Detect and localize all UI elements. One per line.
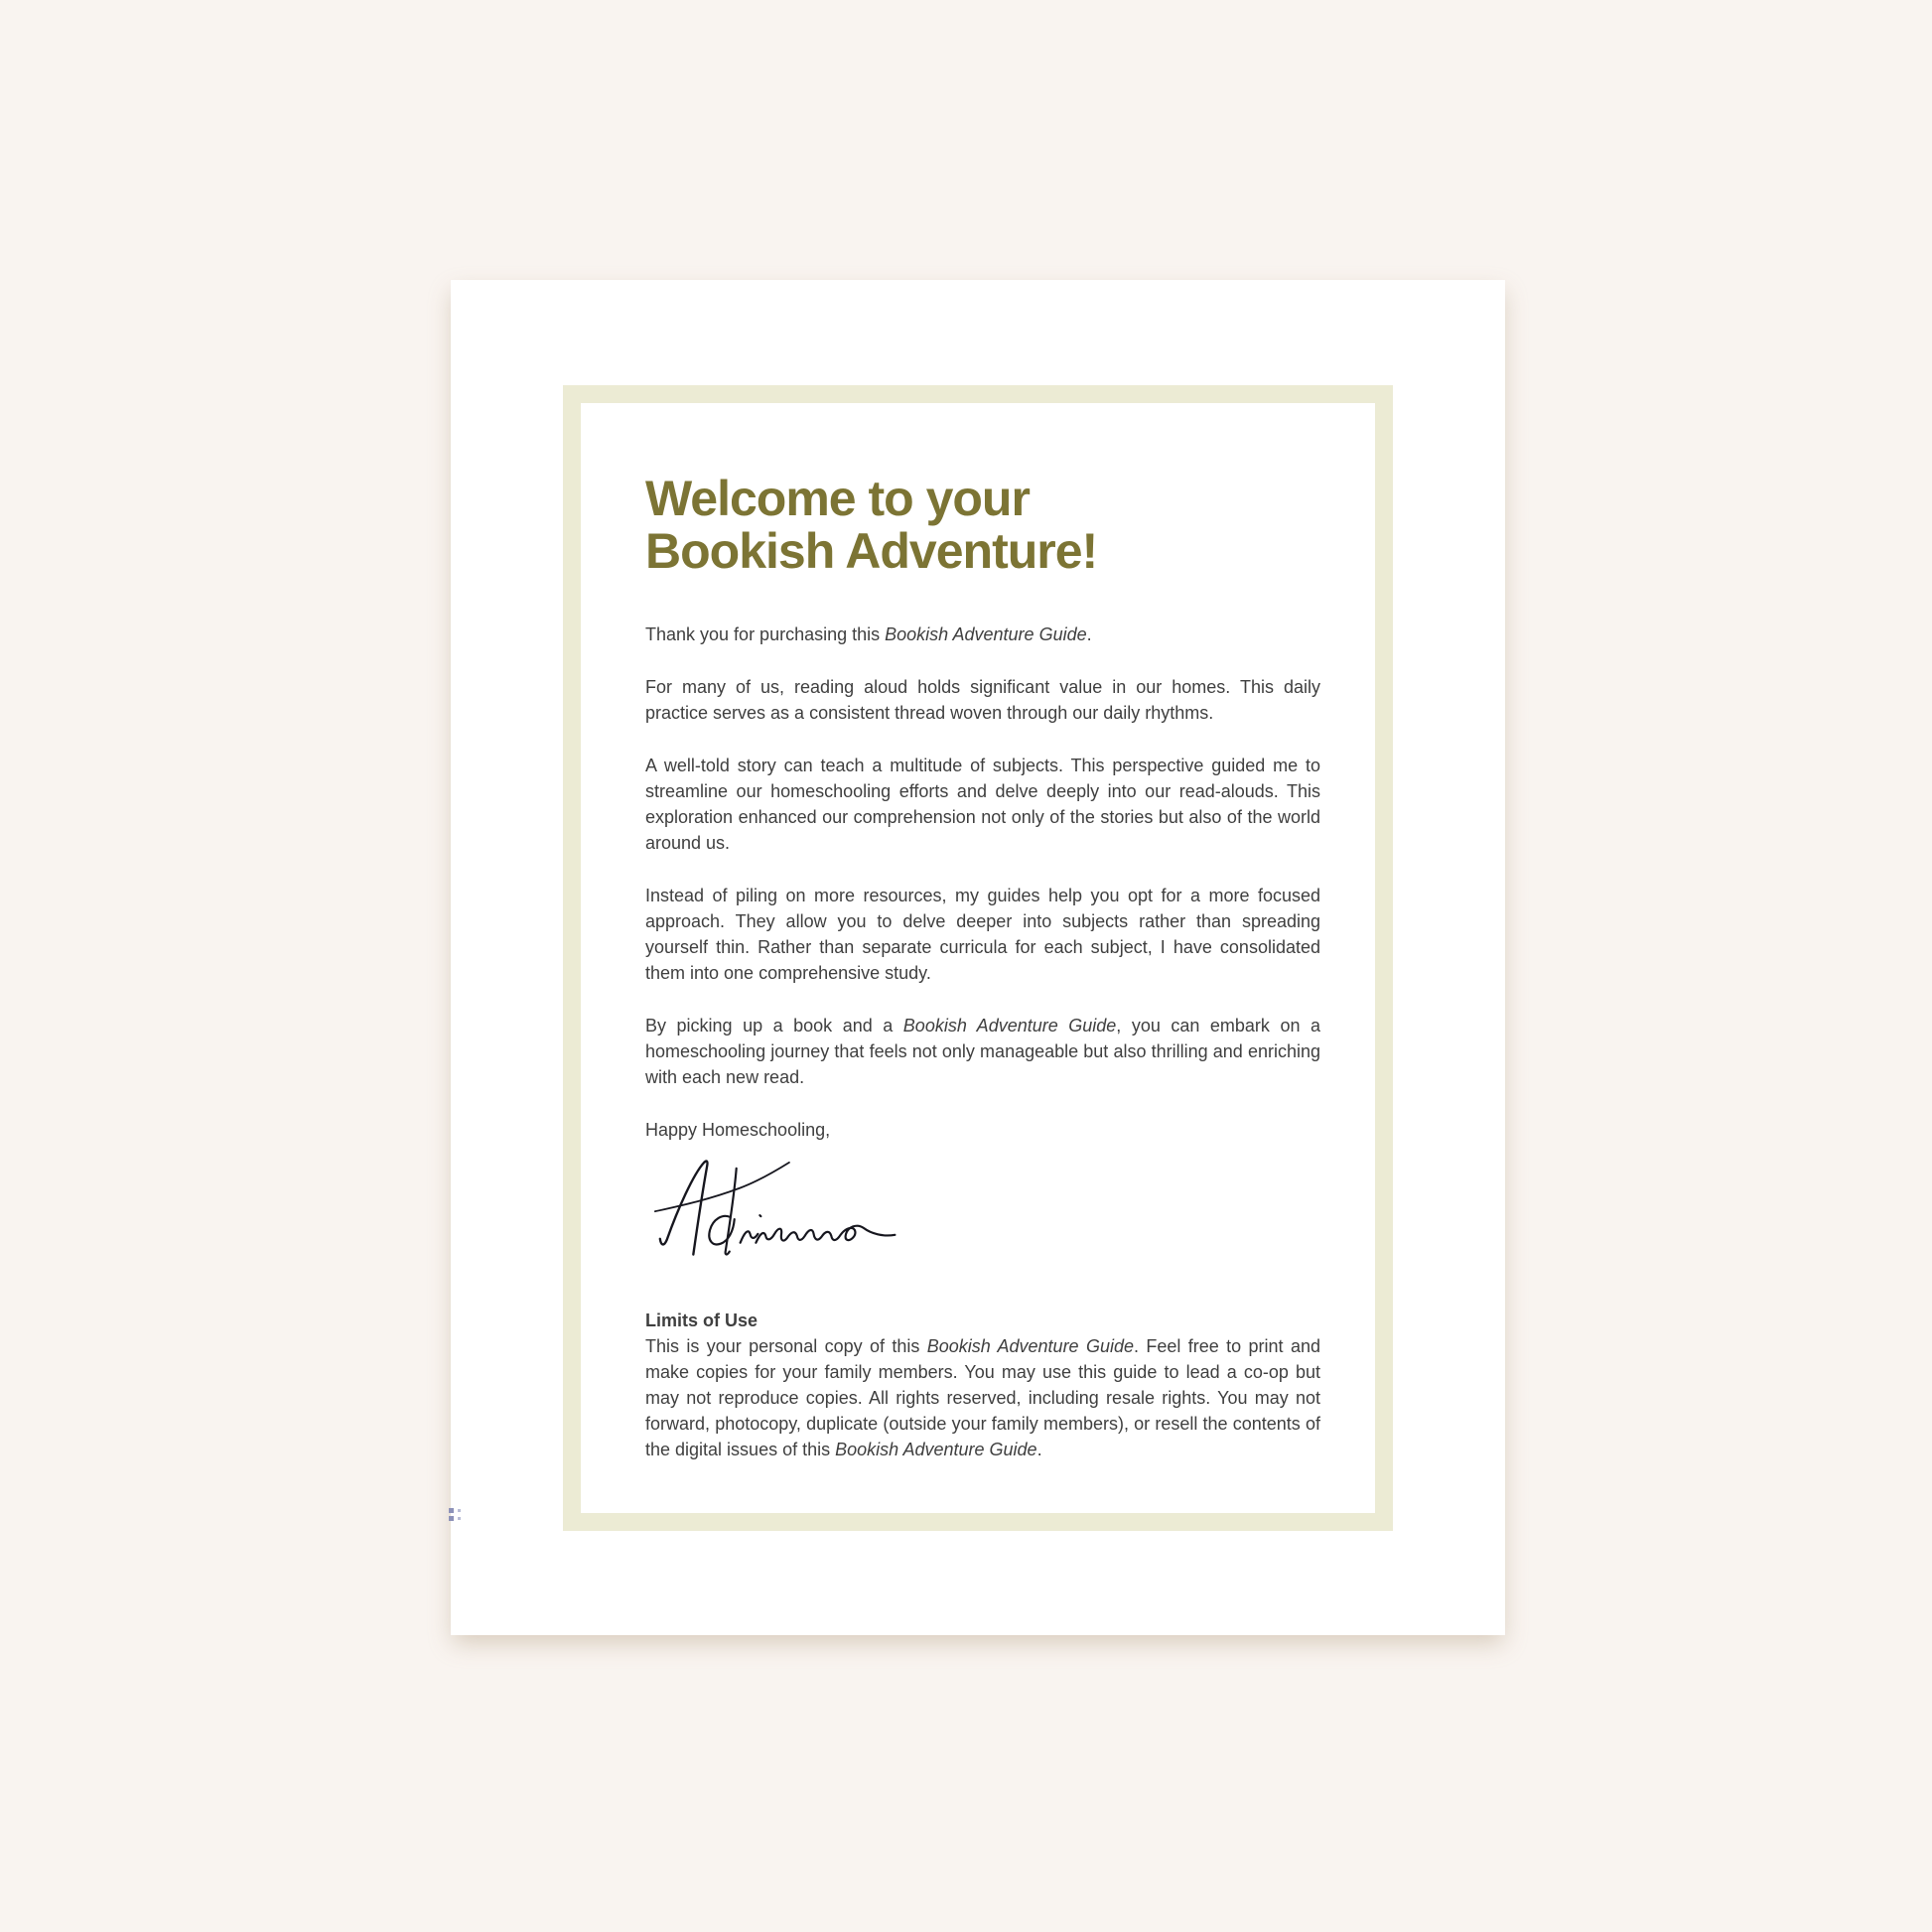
title-line-1: Welcome to your: [645, 471, 1030, 526]
paragraph-focused-approach: Instead of piling on more resources, my guides help you opt for a more focused approach. They allow you to delve deeper into subjects rather than spreading yourself thin. Rather than separate curricula for each subject, I have consolidated them into one comprehensive study.: [645, 886, 1320, 983]
document-page: [451, 280, 1505, 1635]
paragraph-reading-aloud: For many of us, reading aloud holds significant value in our homes. This daily practice serves as a consistent thread woven through our daily rhythms.: [645, 677, 1320, 723]
limits-of-use-paragraph: This is your personal copy of this Bookish Adventure Guide. Feel free to print and make copies for your family members. You may use this guide to lead a co-op but may not reproduce copies. All rights reserved, including resale rights. You may not forward, photocopy, duplicate (outside your family members), or resell the contents of the digital issues of this Bookish Adventure Guide.: [645, 1336, 1320, 1459]
stray-dots-icon: [449, 1508, 461, 1522]
limits-of-use-heading: Limits of Use: [645, 1311, 759, 1330]
decorative-frame: [563, 385, 1393, 1531]
letter-body: [645, 621, 1320, 1143]
closing-line: Happy Homeschooling,: [645, 1120, 831, 1140]
signature-strokes-icon: [645, 1155, 923, 1292]
dot-row: [449, 1508, 461, 1513]
title-line-2: Bookish Adventure!: [645, 523, 1098, 579]
adrianne-signature: [645, 1155, 923, 1292]
paragraph-embark: By picking up a book and a Bookish Adventure Guide, you can embark on a homeschooling journey that feels not only manageable but also thrilling and enriching with each new read.: [645, 1016, 1320, 1087]
dot-row: [449, 1516, 461, 1521]
paragraph-thank-you: Thank you for purchasing this Bookish Adventure Guide.: [645, 624, 1092, 644]
page-title: [645, 473, 1320, 578]
paragraph-well-told-story: A well-told story can teach a multitude of subjects. This perspective guided me to streamline our homeschooling efforts and delve deeply into our read-alouds. This exploration enhanced our comprehension not only of the stories but also of the world around us.: [645, 756, 1320, 853]
